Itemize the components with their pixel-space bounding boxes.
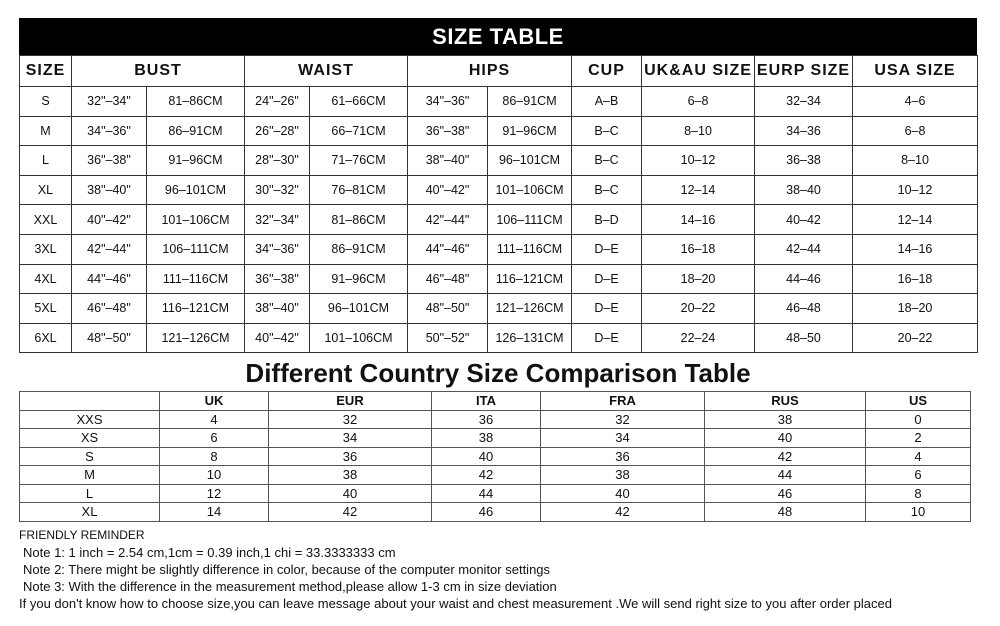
size-table-row-cell: 101–106CM <box>310 323 408 353</box>
size-table-row-cell: B–C <box>572 146 642 176</box>
size-table-row-cell: 86–91CM <box>310 234 408 264</box>
comparison-table-row-cell: 44 <box>432 484 541 503</box>
comparison-table-row-cell: 36 <box>541 447 705 466</box>
size-table-row-cell: 22–24 <box>642 323 755 353</box>
size-table-row-cell: 6–8 <box>853 116 978 146</box>
size-table-row-cell: 96–101CM <box>488 146 572 176</box>
size-table-row-cell: 34"–36" <box>408 87 488 117</box>
header-waist: WAIST <box>245 56 408 87</box>
comparison-table-title: Different Country Size Comparison Table <box>245 358 751 388</box>
size-table-row-cell: 4–6 <box>853 87 978 117</box>
size-table-row <box>20 116 978 146</box>
size-table-row-cell: 106–111CM <box>488 205 572 235</box>
size-table-row-cell: 30"–32" <box>245 175 310 205</box>
comparison-table-row <box>20 410 971 429</box>
size-table-row-cell: 5XL <box>20 294 72 324</box>
size-table-row-cell: 91–96CM <box>310 264 408 294</box>
size-table-row-cell: 12–14 <box>853 205 978 235</box>
comparison-header-eur: EUR <box>269 392 432 411</box>
size-table-row-cell: 18–20 <box>853 294 978 324</box>
size-table-row-cell: 96–101CM <box>310 294 408 324</box>
size-table-row-cell: 26"–28" <box>245 116 310 146</box>
comparison-table-row-cell: M <box>20 466 160 485</box>
comparison-header-row <box>20 392 971 411</box>
size-table-row-cell: 38"–40" <box>245 294 310 324</box>
size-table-row <box>20 146 978 176</box>
size-table-row-cell: 61–66CM <box>310 87 408 117</box>
header-eurp-size: EURP SIZE <box>755 56 853 87</box>
size-table-row-cell: 36"–38" <box>72 146 147 176</box>
comparison-header-rus: RUS <box>705 392 866 411</box>
size-table-row-cell: 38"–40" <box>72 175 147 205</box>
size-table-row <box>20 294 978 324</box>
size-table-row <box>20 234 978 264</box>
size-advice: If you don't know how to choose size,you can leave message about your waist and chest measurement .We will send right size to you after order placed <box>19 596 892 611</box>
size-table-title: SIZE TABLE <box>19 18 977 55</box>
size-table-row-cell: XL <box>20 175 72 205</box>
size-table-row-cell: 48"–50" <box>408 294 488 324</box>
size-table-row-cell: 6–8 <box>642 87 755 117</box>
size-table-row-cell: 12–14 <box>642 175 755 205</box>
size-table-row-cell: 48–50 <box>755 323 853 353</box>
size-table-row-cell: 8–10 <box>642 116 755 146</box>
comparison-table-row-cell: 2 <box>866 429 971 448</box>
comparison-table-row-cell: 40 <box>432 447 541 466</box>
comparison-table-row-cell: 46 <box>705 484 866 503</box>
size-table-row-cell: B–D <box>572 205 642 235</box>
comparison-table-row-cell: L <box>20 484 160 503</box>
comparison-table-row <box>20 484 971 503</box>
comparison-table-row-cell: 4 <box>866 447 971 466</box>
comparison-table-row-cell: 6 <box>866 466 971 485</box>
comparison-table-row-cell: 12 <box>160 484 269 503</box>
comparison-table-row-cell: 10 <box>866 503 971 522</box>
size-table-row-cell: 42–44 <box>755 234 853 264</box>
comparison-table-row <box>20 447 971 466</box>
header-usa-size: USA SIZE <box>853 56 978 87</box>
size-table-row-cell: 111–116CM <box>488 234 572 264</box>
comparison-table-row <box>20 503 971 522</box>
comparison-header-ita: ITA <box>432 392 541 411</box>
size-table-row-cell: 86–91CM <box>488 87 572 117</box>
size-table-row-cell: 10–12 <box>853 175 978 205</box>
comparison-table-row-cell: 42 <box>269 503 432 522</box>
size-table-row-cell: 32"–34" <box>72 87 147 117</box>
size-table-row-cell: 44"–46" <box>72 264 147 294</box>
size-table-row-cell: 32"–34" <box>245 205 310 235</box>
size-table-header-row <box>20 56 978 87</box>
comparison-table-row-cell: 38 <box>541 466 705 485</box>
size-table-row <box>20 323 978 353</box>
comparison-header-fra: FRA <box>541 392 705 411</box>
size-table-row-cell: 96–101CM <box>147 175 245 205</box>
size-table-row-cell: 126–131CM <box>488 323 572 353</box>
size-table-row-cell: 34"–36" <box>245 234 310 264</box>
size-table <box>19 55 978 353</box>
size-table-row-cell: 14–16 <box>853 234 978 264</box>
comparison-table-row-cell: 36 <box>432 410 541 429</box>
size-table-row-cell: B–C <box>572 116 642 146</box>
comparison-header-us: US <box>866 392 971 411</box>
comparison-table-row-cell: 10 <box>160 466 269 485</box>
size-table-row-cell: XXL <box>20 205 72 235</box>
size-table-row-cell: 40"–42" <box>408 175 488 205</box>
size-table-row-cell: D–E <box>572 264 642 294</box>
size-table-row-cell: 34"–36" <box>72 116 147 146</box>
size-table-row-cell: 6XL <box>20 323 72 353</box>
note-1: Note 1: 1 inch = 2.54 cm,1cm = 0.39 inch,1 chi = 33.3333333 cm <box>23 545 396 560</box>
comparison-table-row-cell: 14 <box>160 503 269 522</box>
comparison-table-row-cell: 48 <box>705 503 866 522</box>
size-table-row-cell: 40"–42" <box>245 323 310 353</box>
size-table-row-cell: 106–111CM <box>147 234 245 264</box>
comparison-table-row-cell: 38 <box>705 410 866 429</box>
size-table-row-cell: 121–126CM <box>147 323 245 353</box>
size-table-row-cell: 71–76CM <box>310 146 408 176</box>
comparison-table-row-cell: XL <box>20 503 160 522</box>
size-table-row <box>20 175 978 205</box>
header-size: SIZE <box>20 56 72 87</box>
comparison-table-row-cell: S <box>20 447 160 466</box>
size-table-row-cell: 116–121CM <box>488 264 572 294</box>
size-table-row-cell: 101–106CM <box>147 205 245 235</box>
comparison-table-row-cell: 0 <box>866 410 971 429</box>
size-table-row-cell: 46"–48" <box>72 294 147 324</box>
size-table-row-cell: 116–121CM <box>147 294 245 324</box>
size-table-row-cell: B–C <box>572 175 642 205</box>
header-cup: CUP <box>572 56 642 87</box>
comparison-table-row-cell: 34 <box>269 429 432 448</box>
comparison-table-row-cell: 40 <box>705 429 866 448</box>
size-table-row-cell: 121–126CM <box>488 294 572 324</box>
size-table-row-cell: 36–38 <box>755 146 853 176</box>
comparison-table-row <box>20 429 971 448</box>
notes-section <box>19 527 994 612</box>
comparison-table-row-cell: 8 <box>160 447 269 466</box>
comparison-table-row-cell: 44 <box>705 466 866 485</box>
size-table-row-cell: 46"–48" <box>408 264 488 294</box>
size-table-row-cell: 10–12 <box>642 146 755 176</box>
size-table-row-cell: S <box>20 87 72 117</box>
size-table-row-cell: 24"–26" <box>245 87 310 117</box>
size-table-row-cell: 16–18 <box>642 234 755 264</box>
size-table-row-cell: 44"–46" <box>408 234 488 264</box>
comparison-table-row-cell: 4 <box>160 410 269 429</box>
comparison-table-row-cell: 42 <box>705 447 866 466</box>
size-table-row-cell: 28"–30" <box>245 146 310 176</box>
size-table-row-cell: 20–22 <box>642 294 755 324</box>
comparison-table-row-cell: 38 <box>432 429 541 448</box>
header-bust: BUST <box>72 56 245 87</box>
size-table-row-cell: 66–71CM <box>310 116 408 146</box>
comparison-table-row-cell: 6 <box>160 429 269 448</box>
size-table-row-cell: A–B <box>572 87 642 117</box>
comparison-table-row-cell: 32 <box>541 410 705 429</box>
size-table-row-cell: 40"–42" <box>72 205 147 235</box>
size-table-row-cell: 44–46 <box>755 264 853 294</box>
size-table-row-cell: 50"–52" <box>408 323 488 353</box>
size-table-row-cell: 18–20 <box>642 264 755 294</box>
size-table-row-cell: M <box>20 116 72 146</box>
size-table-row <box>20 264 978 294</box>
size-table-row-cell: 20–22 <box>853 323 978 353</box>
size-table-row-cell: 42"–44" <box>72 234 147 264</box>
size-table-row-cell: 91–96CM <box>147 146 245 176</box>
comparison-table <box>19 391 971 522</box>
comparison-table-row-cell: XXS <box>20 410 160 429</box>
note-2: Note 2: There might be slightly difference in color, because of the computer monitor settings <box>23 562 551 577</box>
size-table-row <box>20 205 978 235</box>
size-table-row-cell: 36"–38" <box>408 116 488 146</box>
size-table-row-cell: 91–96CM <box>488 116 572 146</box>
size-table-row-cell: 81–86CM <box>147 87 245 117</box>
size-table-row-cell: 101–106CM <box>488 175 572 205</box>
size-table-row-cell: 42"–44" <box>408 205 488 235</box>
size-table-row-cell: 14–16 <box>642 205 755 235</box>
size-table-row-cell: 32–34 <box>755 87 853 117</box>
size-table-row-cell: D–E <box>572 234 642 264</box>
size-table-row-cell: L <box>20 146 72 176</box>
size-table-row-cell: 4XL <box>20 264 72 294</box>
friendly-reminder-heading: FRIENDLY REMINDER <box>19 528 145 542</box>
size-table-row-cell: 48"–50" <box>72 323 147 353</box>
comparison-table-row-cell: 40 <box>541 484 705 503</box>
comparison-table-row-cell: 42 <box>432 466 541 485</box>
size-table-row-cell: 86–91CM <box>147 116 245 146</box>
note-3: Note 3: With the difference in the measurement method,please allow 1-3 cm in size deviation <box>23 579 557 594</box>
comparison-header-blank <box>20 392 160 411</box>
comparison-table-row-cell: 38 <box>269 466 432 485</box>
size-table-row-cell: D–E <box>572 323 642 353</box>
size-table-row-cell: 76–81CM <box>310 175 408 205</box>
size-table-row-cell: 34–36 <box>755 116 853 146</box>
size-table-row-cell: 3XL <box>20 234 72 264</box>
comparison-table-row-cell: 36 <box>269 447 432 466</box>
comparison-table-row <box>20 466 971 485</box>
header-ukau-size: UK&AU SIZE <box>642 56 755 87</box>
comparison-header-uk: UK <box>160 392 269 411</box>
comparison-table-row-cell: 40 <box>269 484 432 503</box>
size-table-row-cell: 8–10 <box>853 146 978 176</box>
size-table-row-cell: 38"–40" <box>408 146 488 176</box>
comparison-table-row-cell: XS <box>20 429 160 448</box>
size-table-row-cell: D–E <box>572 294 642 324</box>
comparison-table-row-cell: 8 <box>866 484 971 503</box>
size-table-row-cell: 40–42 <box>755 205 853 235</box>
header-hips: HIPS <box>408 56 572 87</box>
size-table-row-cell: 81–86CM <box>310 205 408 235</box>
comparison-table-row-cell: 32 <box>269 410 432 429</box>
size-table-row-cell: 111–116CM <box>147 264 245 294</box>
size-table-row-cell: 36"–38" <box>245 264 310 294</box>
size-table-row-cell: 46–48 <box>755 294 853 324</box>
size-table-row <box>20 87 978 117</box>
comparison-table-row-cell: 34 <box>541 429 705 448</box>
comparison-table-row-cell: 46 <box>432 503 541 522</box>
comparison-table-row-cell: 42 <box>541 503 705 522</box>
size-table-row-cell: 16–18 <box>853 264 978 294</box>
size-table-row-cell: 38–40 <box>755 175 853 205</box>
